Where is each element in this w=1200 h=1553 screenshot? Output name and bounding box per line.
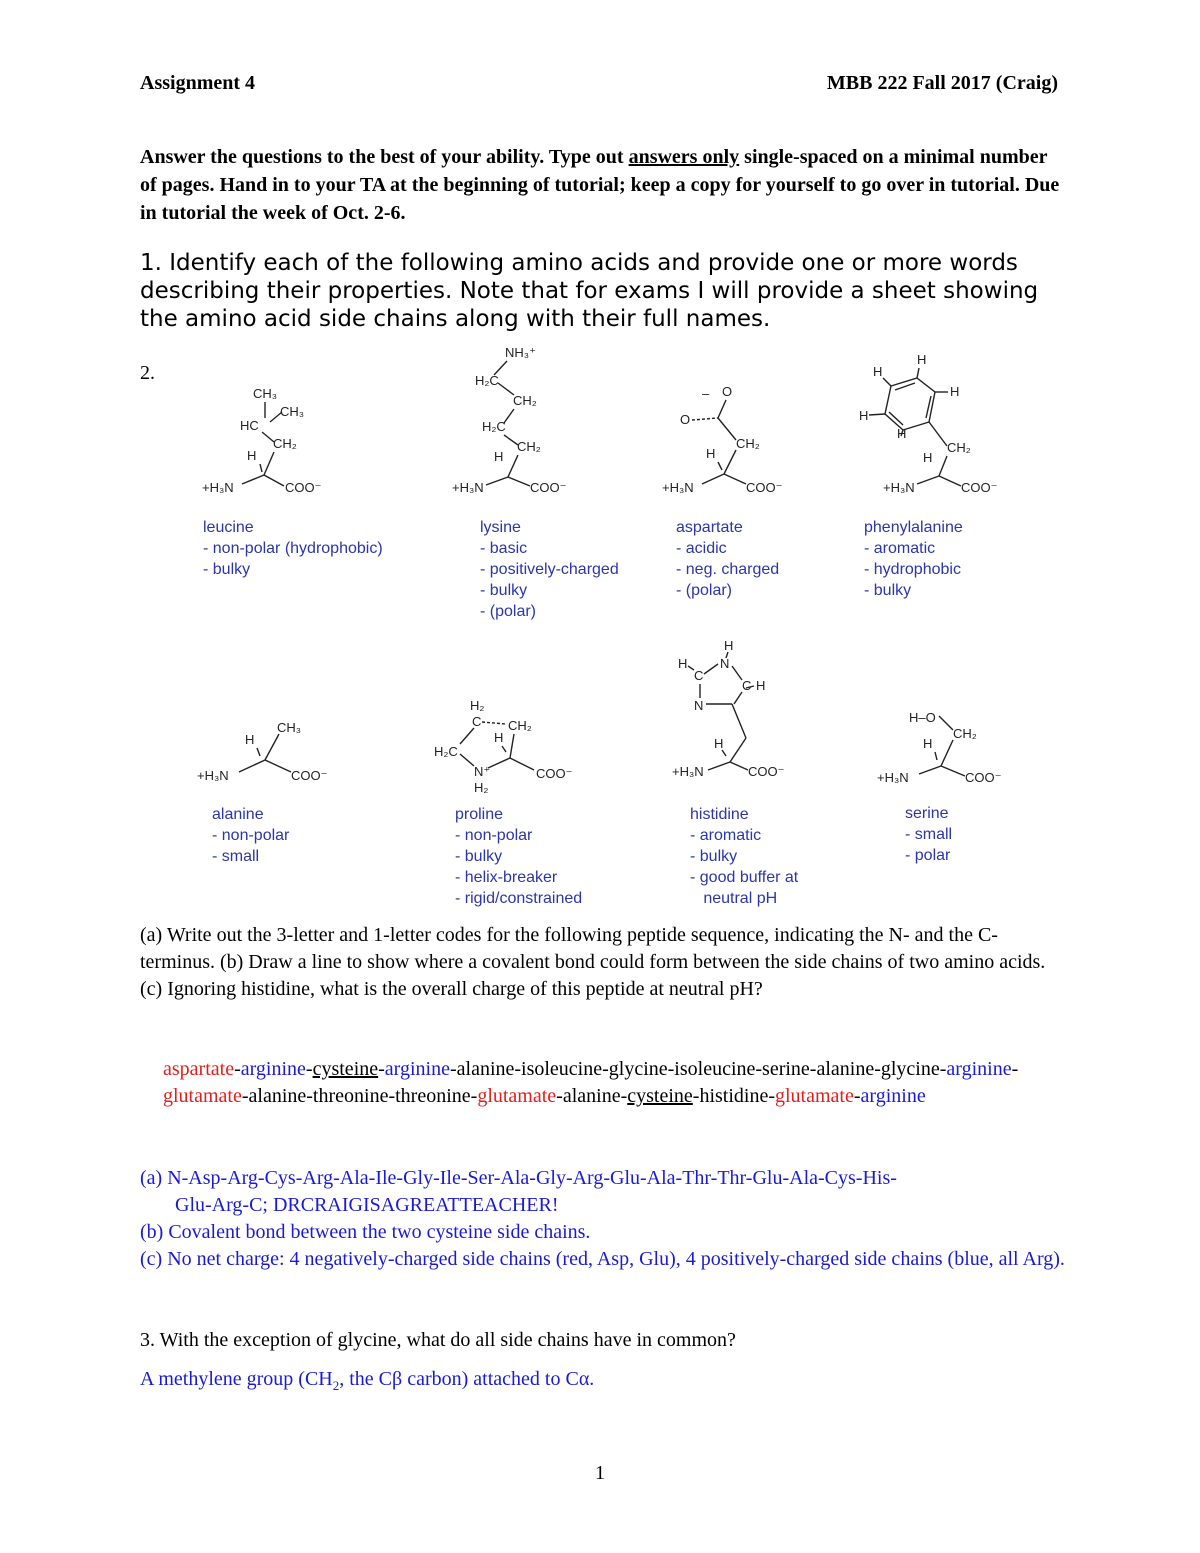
amino-acid-property: - non-polar (hydrophobic): [203, 540, 383, 557]
chem-label: H: [873, 364, 883, 379]
amino-acid-property: neutral pH: [690, 890, 778, 907]
lysine-structure: [450, 345, 590, 500]
peptide-sequence: [163, 1056, 1063, 1110]
chem-label: C: [694, 668, 704, 683]
answer-2: [140, 1165, 1065, 1273]
amino-acid-property: - neg. charged: [676, 561, 780, 578]
sequence-residue-ul: cysteine: [312, 1058, 379, 1080]
chem-label: NH₃⁺: [505, 345, 536, 360]
sequence-text: -alanine-threonine-threonine-: [241, 1085, 478, 1107]
amino-acid-name: aspartate: [676, 519, 743, 536]
chem-label: +H₃N: [672, 764, 704, 779]
chem-label: COO⁻: [748, 764, 785, 779]
sequence-text: -: [1011, 1058, 1019, 1080]
aspartate-structure: [660, 378, 800, 500]
sequence-residue-blue: arginine: [946, 1058, 1012, 1080]
sequence-residue-blue: arginine: [860, 1085, 926, 1107]
answer3-text: .: [589, 1368, 595, 1390]
chem-label: N: [720, 656, 730, 671]
chem-label: CH₃: [280, 404, 305, 419]
chem-label: H: [247, 448, 257, 463]
page-number: 1: [595, 1462, 605, 1484]
answer3-text: A methylene group (CH: [140, 1368, 333, 1390]
answer3-text: carbon) attached to C: [402, 1368, 579, 1390]
chem-label: N: [694, 698, 704, 713]
question-2-prompt: (a) Write out the 3-letter and 1-letter codes for the following peptide sequence, indicating the N- and the C-terminus. (b) Draw a line to show where a covalent bond could form between the side chains of two amino acids. (c) Ignoring histidine, what is the overall charge of this peptide at neutral pH?: [140, 924, 1046, 1000]
chem-label: H: [950, 384, 960, 399]
question-1: 1. Identify each of the following amino acids and provide one or more words describing their properties. Note that for exams I will provide a sheet showing the amino acid side chains along with their full names.: [140, 250, 1039, 332]
header-left: Assignment 4: [140, 72, 256, 94]
proline-structure: [430, 696, 580, 796]
sequence-text: -: [234, 1058, 241, 1080]
amino-acid-property: - acidic: [676, 540, 727, 557]
chem-label: CH₂: [513, 393, 537, 408]
chem-label: +H₃N: [662, 480, 694, 495]
chem-label: H: [917, 352, 927, 367]
chem-label: H₂C: [475, 373, 499, 388]
amino-acid-property: - non-polar: [212, 827, 290, 844]
phenylalanine-structure: [855, 352, 1005, 500]
sequence-residue-red: glutamate: [775, 1085, 854, 1107]
amino-acid-property: - hydrophobic: [864, 561, 961, 578]
leucine-description: [203, 517, 383, 580]
sequence-text: -: [305, 1058, 313, 1080]
alanine-description: [212, 804, 289, 867]
chem-label: H: [678, 656, 688, 671]
sequence-text: -: [853, 1085, 861, 1107]
chem-label: COO⁻: [291, 768, 328, 783]
chem-label: +H₃N: [883, 480, 915, 495]
histidine-structure: [670, 638, 820, 788]
chem-label: H: [494, 730, 504, 745]
chem-label: HC: [240, 418, 259, 433]
intro-text-2: single-spaced on a minimal number of pages. Hand in to your TA at the beginning of tutorial; keep a copy for yourself to go over in tutorial. Due in tutorial the week of Oct. 2-6.: [140, 146, 1060, 224]
chem-label: H–O: [909, 710, 936, 725]
sequence-residue-red: aspartate: [163, 1058, 235, 1080]
intro-text-1: Answer the questions to the best of your ability. Type out: [140, 146, 629, 168]
amino-acid-name: leucine: [203, 519, 254, 536]
chem-label: CH₂: [947, 440, 971, 455]
chem-label: COO⁻: [285, 480, 322, 495]
amino-acid-property: - basic: [480, 540, 528, 557]
proline-description: [455, 804, 582, 909]
chem-label: H₂: [474, 780, 489, 795]
chem-label: CH₂: [508, 718, 532, 733]
chem-label: CH₂: [736, 436, 760, 451]
chem-label: O: [722, 384, 733, 399]
question-3: 3. With the exception of glycine, what do all side chains have in common?: [140, 1329, 736, 1351]
chem-label: CH₂: [273, 436, 297, 451]
amino-acid-property: - rigid/constrained: [455, 890, 583, 907]
chem-label: H: [714, 736, 724, 751]
answer3-subscript: 2: [332, 1378, 340, 1393]
chem-label: CH₃: [253, 386, 278, 401]
serine-description: [905, 803, 952, 866]
amino-acid-property: - bulky: [690, 848, 738, 865]
chem-label: H: [897, 426, 907, 441]
histidine-description: [690, 804, 798, 909]
chem-label: H₂: [470, 698, 485, 713]
amino-acid-property: - aromatic: [690, 827, 762, 844]
chem-label: +H₃N: [197, 768, 229, 783]
chem-label: H: [706, 446, 716, 461]
chem-label: COO⁻: [530, 480, 567, 495]
chem-label: COO⁻: [965, 770, 1002, 785]
sequence-text: -histidine-: [692, 1085, 775, 1107]
answer3-text: , the C: [339, 1368, 393, 1390]
amino-acid-property: - bulky: [203, 561, 251, 578]
chem-label: H₂C: [434, 744, 458, 759]
chem-label: COO⁻: [536, 766, 573, 781]
sequence-residue-red: glutamate: [163, 1085, 242, 1107]
chem-label: CH₃: [277, 720, 302, 735]
sequence-residue-ul: cysteine: [627, 1085, 693, 1107]
alanine-structure: [195, 712, 335, 792]
chem-label: H: [245, 732, 255, 747]
chem-label: H: [859, 408, 869, 423]
sequence-residue-blue: arginine: [240, 1058, 306, 1080]
chem-label: +H₃N: [202, 480, 234, 495]
amino-acid-property: - good buffer at: [690, 869, 799, 886]
amino-acid-property: - helix-breaker: [455, 869, 558, 886]
chem-label: C: [472, 714, 482, 729]
header-right: MBB 222 Fall 2017 (Craig): [826, 72, 1058, 94]
answer-3: [140, 1366, 594, 1399]
beta-symbol: β: [392, 1368, 403, 1390]
amino-acid-property: - positively-charged: [480, 561, 619, 578]
chem-label: CH₂: [517, 439, 541, 454]
serine-structure: [875, 704, 1015, 794]
chem-label: H: [756, 678, 766, 693]
chem-label: H: [923, 736, 933, 751]
sequence-text: -: [378, 1058, 385, 1080]
phenylalanine-description: [864, 517, 963, 601]
chem-label: –: [702, 386, 710, 401]
chem-label: H: [494, 449, 504, 464]
chem-label: COO⁻: [746, 480, 783, 495]
chem-label: CH₂: [953, 726, 977, 741]
amino-acid-property: - polar: [905, 847, 951, 864]
chem-label: H: [724, 638, 734, 653]
amino-acid-property: - bulky: [864, 582, 912, 599]
amino-acid-property: - bulky: [455, 848, 503, 865]
answer-a-line1: (a) N-Asp-Arg-Cys-Arg-Ala-Ile-Gly-Ile-Ser-Ala-Gly-Arg-Glu-Ala-Thr-Thr-Glu-Ala-Cys-His-: [140, 1167, 897, 1189]
aspartate-description: [676, 517, 779, 601]
amino-acid-name: serine: [905, 805, 949, 822]
chem-label: O: [680, 412, 691, 427]
sequence-text: -alanine-isoleucine-glycine-isoleucine-serine-alanine-glycine-: [449, 1058, 947, 1080]
answer-c: (c) No net charge: 4 negatively-charged side chains (red, Asp, Glu), 4 positively-charged side chains (blue, all Arg).: [140, 1248, 1065, 1270]
chem-label: COO⁻: [961, 480, 998, 495]
chem-label: H₂C: [482, 419, 506, 434]
amino-acid-name: alanine: [212, 806, 264, 823]
amino-acid-property: - small: [905, 826, 953, 843]
leucine-structure: [200, 380, 330, 500]
amino-acid-name: proline: [455, 806, 504, 823]
amino-acid-name: phenylalanine: [864, 519, 963, 536]
answer-a-line2: Glu-Arg-C; DRCRAIGISAGREATTEACHER!: [175, 1194, 559, 1216]
alpha-symbol: α: [578, 1368, 590, 1390]
amino-acid-property: - bulky: [480, 582, 528, 599]
sequence-residue-red: glutamate: [477, 1085, 557, 1107]
chem-label: H: [923, 450, 933, 465]
intro-underlined: answers only: [628, 146, 740, 168]
chem-label: +H₃N: [452, 480, 484, 495]
sequence-text: -alanine-: [556, 1085, 628, 1107]
question-2-label: 2.: [140, 362, 155, 384]
sequence-residue-blue: arginine: [384, 1058, 450, 1080]
answer-b: (b) Covalent bond between the two cysteine side chains.: [140, 1221, 591, 1243]
amino-acid-name: histidine: [690, 806, 749, 823]
amino-acid-name: lysine: [480, 519, 521, 536]
amino-acid-property: - (polar): [480, 603, 537, 620]
instructions: [140, 143, 1060, 227]
chem-label: N⁺: [474, 764, 491, 779]
chem-label: +H₃N: [877, 770, 909, 785]
lysine-description: [480, 517, 619, 622]
amino-acid-property: - aromatic: [864, 540, 936, 557]
amino-acid-property: - small: [212, 848, 260, 865]
amino-acid-property: - non-polar: [455, 827, 533, 844]
chem-label: C: [742, 678, 752, 693]
amino-acid-property: - (polar): [676, 582, 733, 599]
